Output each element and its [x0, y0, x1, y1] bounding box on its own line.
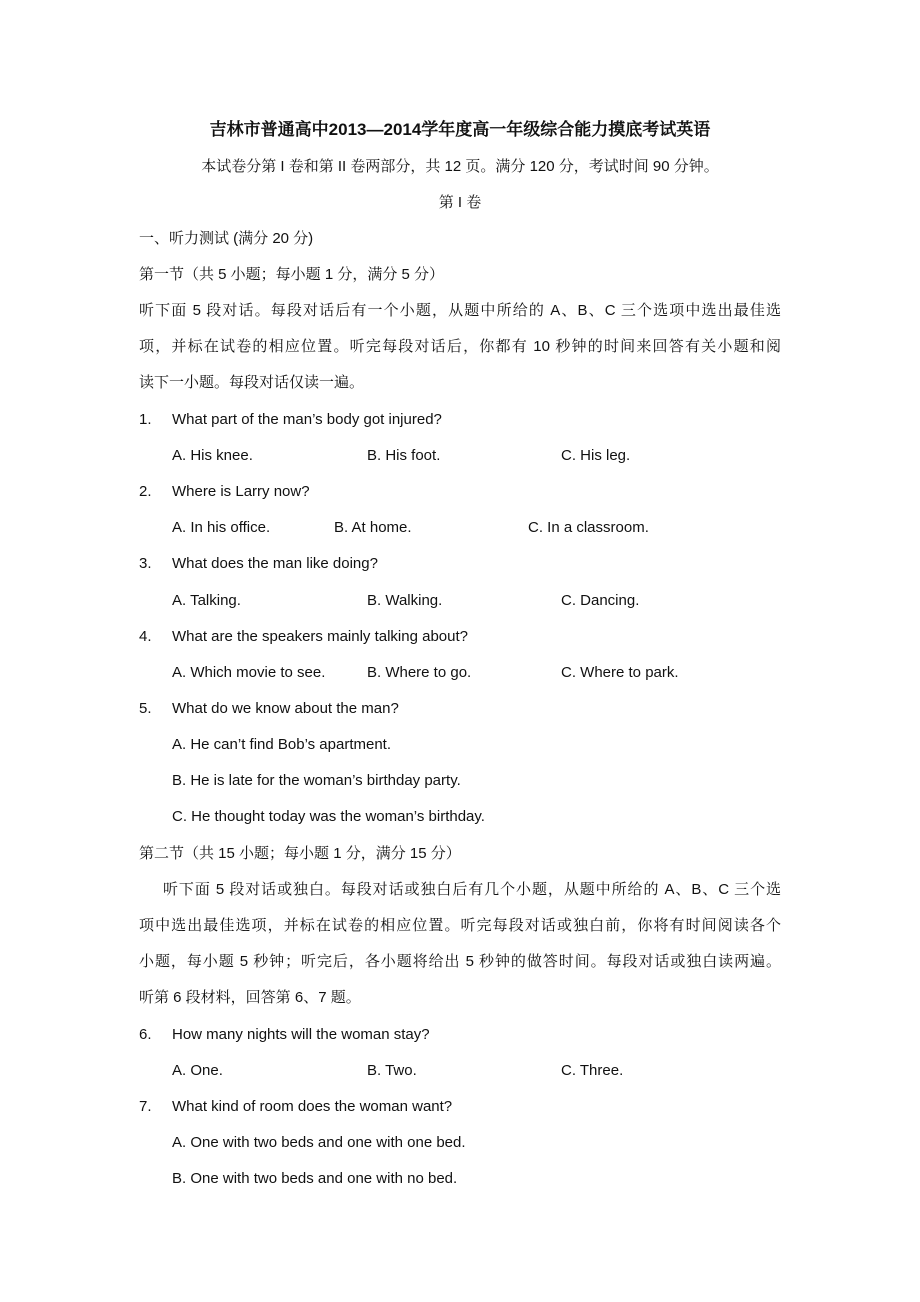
exam-title: 吉林市普通高中2013—2014学年度高一年级综合能力摸底考试英语	[209, 120, 711, 139]
section2-instructions-line: 听下面 5 段对话或独白。每段对话或独白后有几个小题，从题中所给的 A、B、C 三个选	[163, 881, 781, 898]
option-a: A. Which movie to see.	[172, 664, 326, 681]
section2-instructions-line: 项中选出最佳选项，并标在试卷的相应位置。听完每段对话或独白前，你将有时间阅读各个	[139, 917, 781, 934]
option-c: C. Three.	[561, 1062, 624, 1079]
question-number: 4.	[139, 628, 152, 645]
option-b: B. Where to go.	[367, 664, 472, 681]
option-b: B. At home.	[334, 519, 412, 536]
option-a: A. In his office.	[172, 519, 271, 536]
question-text: Where is Larry now?	[172, 483, 310, 500]
section2-heading: 第二节（共 15 小题；每小题 1 分，满分 15 分）	[139, 845, 461, 862]
question-number: 7.	[139, 1098, 152, 1115]
option-b: B. Walking.	[367, 592, 443, 609]
section1-instructions-line: 项，并标在试卷的相应位置。听完每段对话后，你都有 10 秒钟的时间来回答有关小题和阅	[139, 338, 781, 355]
question-text: What do we know about the man?	[172, 700, 399, 717]
option-b: B. One with two beds and one with no bed.	[172, 1170, 458, 1187]
option-c: C. In a classroom.	[528, 519, 649, 536]
question-number: 6.	[139, 1026, 152, 1043]
question-number: 5.	[139, 700, 152, 717]
question-text: What kind of room does the woman want?	[172, 1098, 453, 1115]
question-text: How many nights will the woman stay?	[172, 1026, 430, 1043]
option-c: C. His leg.	[561, 447, 631, 464]
option-c: C. Where to park.	[561, 664, 679, 681]
option-b: B. His foot.	[367, 447, 441, 464]
section2-instructions-line: 听第 6 段材料，回答第 6、7 题。	[139, 989, 361, 1006]
question-number: 1.	[139, 411, 152, 428]
option-b: B. Two.	[367, 1062, 417, 1079]
option-a: A. Talking.	[172, 592, 241, 609]
option-a: A. His knee.	[172, 447, 253, 464]
option-a: A. He can’t find Bob’s apartment.	[172, 736, 392, 753]
option-a: A. One with two beds and one with one bed.	[172, 1134, 466, 1151]
question-text: What does the man like doing?	[172, 555, 378, 572]
section1-instructions-line: 听下面 5 段对话。每段对话后有一个小题，从题中所给的 A、B、C 三个选项中选出最佳选	[139, 302, 781, 319]
section1-instructions-line: 读下一小题。每段对话仅读一遍。	[139, 374, 365, 391]
section1-heading: 第一节（共 5 小题；每小题 1 分，满分 5 分）	[139, 266, 445, 283]
question-number: 2.	[139, 483, 152, 500]
question-text: What are the speakers mainly talking about?	[172, 628, 468, 645]
question-text: What part of the man’s body got injured?	[172, 411, 442, 428]
option-a: A. One.	[172, 1062, 223, 1079]
part1-heading: 一、听力测试 (满分 20 分)	[139, 230, 314, 247]
exam-intro: 本试卷分第 I 卷和第 II 卷两部分，共 12 页。满分 120 分，考试时间 90 分钟。	[201, 158, 719, 175]
question-number: 3.	[139, 555, 152, 572]
option-b: B. He is late for the woman’s birthday party.	[172, 772, 461, 789]
option-c: C. Dancing.	[561, 592, 640, 609]
volume-heading: 第 I 卷	[438, 194, 482, 211]
option-c: C. He thought today was the woman’s birthday.	[172, 808, 485, 825]
section2-instructions-line: 小题，每小题 5 秒钟；听完后，各小题将给出 5 秒钟的做答时间。每段对话或独白读两遍。	[139, 953, 781, 970]
